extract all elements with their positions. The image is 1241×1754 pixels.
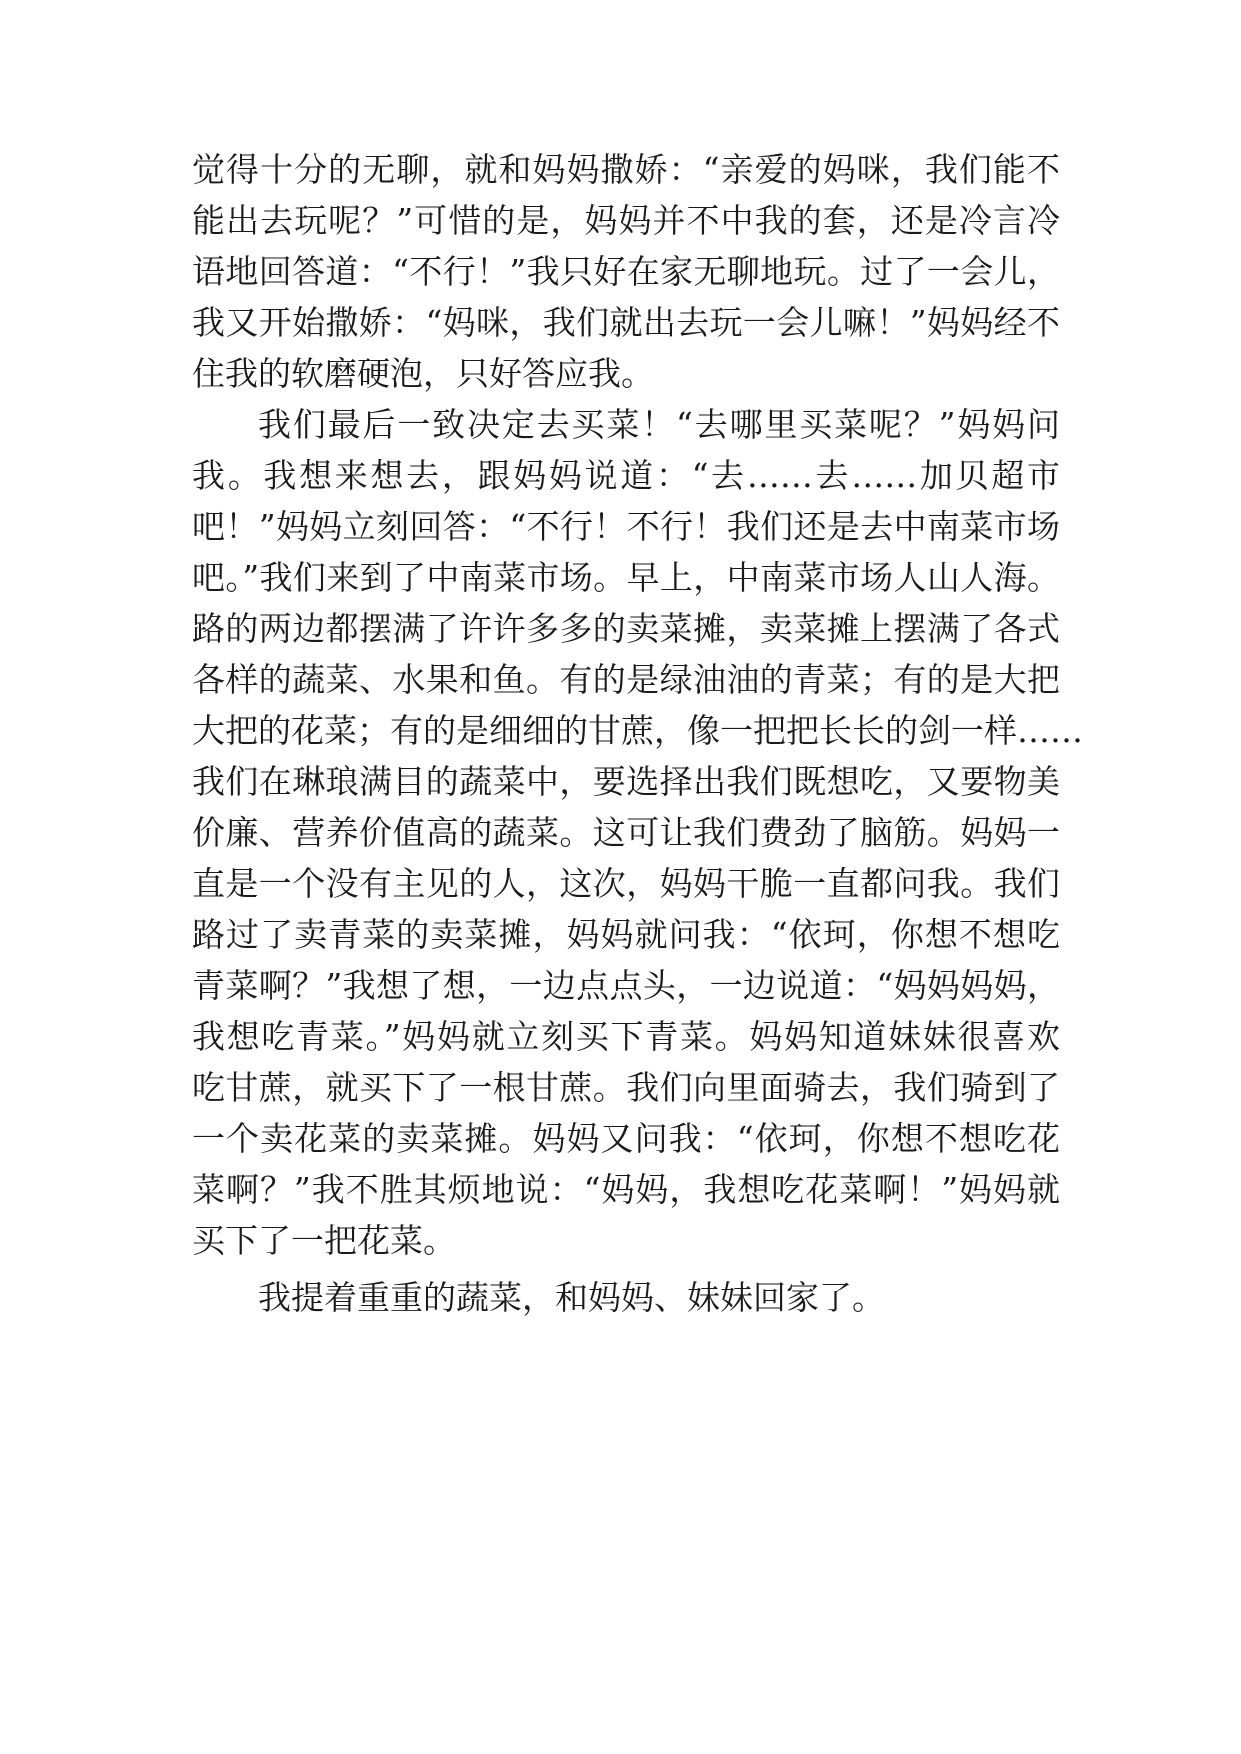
text-line: 我想吃青菜。”妈妈就立刻买下青菜。妈妈知道妹妹很喜欢 — [192, 1017, 1060, 1056]
text-line: 我们在琳琅满目的蔬菜中，要选择出我们既想吃，又要物美 — [192, 762, 1060, 801]
text-line: 青菜啊？”我想了想，一边点点头，一边说道：“妈妈妈妈， — [192, 966, 1060, 1005]
text-line: 各样的蔬菜、水果和鱼。有的是绿油油的青菜；有的是大把 — [192, 660, 1060, 699]
text-line: 觉得十分的无聊，就和妈妈撒娇：“亲爱的妈咪，我们能不 — [192, 150, 1060, 189]
text-line: 路的两边都摆满了许许多多的卖菜摊，卖菜摊上摆满了各式 — [192, 609, 1060, 648]
text-line: 直是一个没有主见的人，这次，妈妈干脆一直都问我。我们 — [192, 864, 1060, 903]
text-line: 吃甘蔗，就买下了一根甘蔗。我们向里面骑去，我们骑到了 — [192, 1068, 1060, 1107]
text-line: 菜啊？”我不胜其烦地说：“妈妈，我想吃花菜啊！”妈妈就 — [192, 1170, 1060, 1209]
text-line: 买下了一把花菜。 — [192, 1221, 456, 1260]
text-line: 能出去玩呢？”可惜的是，妈妈并不中我的套，还是冷言冷 — [192, 201, 1060, 240]
text-line: 价廉、营养价值高的蔬菜。这可让我们费劲了脑筋。妈妈一 — [192, 813, 1060, 852]
text-line: 大把的花菜；有的是细细的甘蔗，像一把把长长的剑一样…… — [192, 711, 1083, 750]
text-line: 我们最后一致决定去买菜！“去哪里买菜呢？”妈妈问 — [258, 405, 1060, 444]
text-line: 住我的软磨硬泡，只好答应我。 — [192, 354, 654, 393]
text-line: 我。我想来想去，跟妈妈说道：“去……去……加贝超市 — [192, 456, 1060, 495]
text-line: 吧！”妈妈立刻回答：“不行！不行！我们还是去中南菜市场 — [192, 507, 1060, 546]
text-line: 语地回答道：“不行！”我只好在家无聊地玩。过了一会儿， — [192, 252, 1060, 291]
text-line: 一个卖花菜的卖菜摊。妈妈又问我：“依珂，你想不想吃花 — [192, 1119, 1060, 1158]
text-line: 我提着重重的蔬菜，和妈妈、妹妹回家了。 — [258, 1278, 885, 1317]
text-line: 我又开始撒娇：“妈咪，我们就出去玩一会儿嘛！”妈妈经不 — [192, 303, 1060, 342]
text-line: 吧。”我们来到了中南菜市场。早上，中南菜市场人山人海。 — [192, 558, 1060, 597]
text-line: 路过了卖青菜的卖菜摊，妈妈就问我：“依珂，你想不想吃 — [192, 915, 1060, 954]
